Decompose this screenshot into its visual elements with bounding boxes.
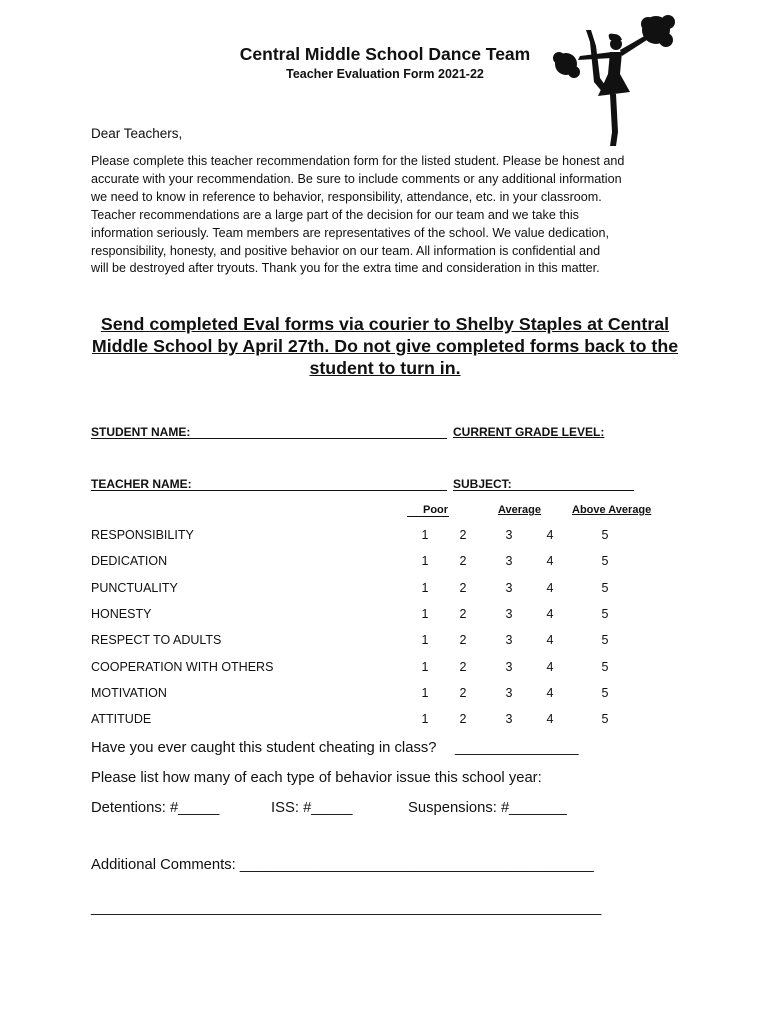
scale-average-label: Average [498,504,542,516]
intro-line: Teacher recommendations are a large part of the decision for our team and we take this [91,207,579,222]
rating-option-2[interactable]: 2 [459,633,467,647]
grade-level-label: CURRENT GRADE LEVEL: [453,425,605,439]
intro-line: accurate with your recommendation. Be sure to include comments or any additional information [91,171,622,186]
intro-line: responsibility, honesty, and positive behavior on our team. All information is confidential and [91,243,601,258]
rating-option-3[interactable]: 3 [505,633,513,647]
rating-option-5[interactable]: 5 [601,660,609,674]
cheating-answer-blank[interactable]: _______________ [455,740,579,756]
rating-option-1[interactable]: 1 [421,607,429,621]
intro-line: information seriously. Team members are representatives of the school. We value dedication, [91,225,609,240]
criterion-label: DEDICATION [91,554,168,568]
rating-option-2[interactable]: 2 [459,660,467,674]
rating-option-5[interactable]: 5 [601,607,609,621]
rating-option-2[interactable]: 2 [459,554,467,568]
rating-option-5[interactable]: 5 [601,581,609,595]
criterion-label: PUNCTUALITY [91,581,178,595]
rating-option-5[interactable]: 5 [601,686,609,700]
rating-option-4[interactable]: 4 [546,528,554,542]
intro-line: we need to know in reference to behavior, responsibility, attendance, etc. in your classroom. [91,189,602,204]
teacher-name-field[interactable] [91,477,447,491]
form-title: Central Middle School Dance Team [239,44,531,64]
poor-underline [407,516,449,517]
rating-option-2[interactable]: 2 [459,712,467,726]
criterion-label: ATTITUDE [91,712,152,726]
subject-label: SUBJECT: [453,477,512,491]
additional-comments-line[interactable]: ______________________________________________________________ [91,900,602,916]
criterion-label: RESPONSIBILITY [91,528,194,542]
notice-line: student to turn in. [309,358,461,378]
rating-option-3[interactable]: 3 [505,554,513,568]
criterion-label: HONESTY [91,607,152,621]
criterion-label: RESPECT TO ADULTS [91,633,222,647]
rating-option-5[interactable]: 5 [601,528,609,542]
subject-field[interactable] [453,477,634,491]
rating-option-1[interactable]: 1 [421,686,429,700]
form-subtitle: Teacher Evaluation Form 2021-22 [286,67,484,81]
rating-option-1[interactable]: 1 [421,660,429,674]
submission-notice [80,313,690,379]
student-name-field[interactable] [91,425,447,439]
rating-option-2[interactable]: 2 [459,528,467,542]
cheerleader-silhouette-icon [550,12,690,150]
criterion-label: MOTIVATION [91,686,167,700]
rating-option-4[interactable]: 4 [546,633,554,647]
intro-paragraph [91,153,691,278]
rating-option-3[interactable]: 3 [505,686,513,700]
intro-line: Please complete this teacher recommendation form for the listed student. Please be honest and [91,154,625,168]
teacher-name-label: TEACHER NAME: [91,477,192,491]
rating-option-4[interactable]: 4 [546,581,554,595]
rating-option-4[interactable]: 4 [546,686,554,700]
rating-option-4[interactable]: 4 [546,712,554,726]
rating-option-3[interactable]: 3 [505,528,513,542]
rating-option-3[interactable]: 3 [505,607,513,621]
rating-option-3[interactable]: 3 [505,660,513,674]
notice-line: Middle School by April 27th. Do not give completed forms back to the [91,336,679,356]
rating-option-1[interactable]: 1 [421,528,429,542]
rating-option-2[interactable]: 2 [459,607,467,621]
iss-field[interactable]: ISS: #_____ [271,800,353,816]
rating-option-4[interactable]: 4 [546,660,554,674]
rating-option-2[interactable]: 2 [459,581,467,595]
rating-option-5[interactable]: 5 [601,554,609,568]
cheating-question: Have you ever caught this student cheating in class? [91,740,437,756]
rating-option-3[interactable]: 3 [505,581,513,595]
scale-above-average-label: Above Average [572,504,652,516]
additional-comments-field[interactable]: Additional Comments: ___________________________________________ [91,857,594,873]
rating-option-5[interactable]: 5 [601,633,609,647]
salutation: Dear Teachers, [91,126,183,141]
rating-option-1[interactable]: 1 [421,633,429,647]
notice-line: Send completed Eval forms via courier to Shelby Staples at Central [100,314,670,334]
detentions-field[interactable]: Detentions: #_____ [91,800,220,816]
student-name-label: STUDENT NAME: [91,425,191,439]
rating-option-3[interactable]: 3 [505,712,513,726]
intro-line: will be destroyed after tryouts. Thank you for the extra time and consideration in this matter. [91,261,600,276]
suspensions-field[interactable]: Suspensions: #_______ [408,800,567,816]
scale-poor-label: Poor [423,504,449,516]
rating-option-1[interactable]: 1 [421,581,429,595]
rating-option-1[interactable]: 1 [421,554,429,568]
criterion-label: COOPERATION WITH OTHERS [91,660,274,674]
behavior-question: Please list how many of each type of behavior issue this school year: [91,770,542,786]
rating-option-5[interactable]: 5 [601,712,609,726]
rating-option-2[interactable]: 2 [459,686,467,700]
rating-option-1[interactable]: 1 [421,712,429,726]
rating-option-4[interactable]: 4 [546,607,554,621]
rating-option-4[interactable]: 4 [546,554,554,568]
